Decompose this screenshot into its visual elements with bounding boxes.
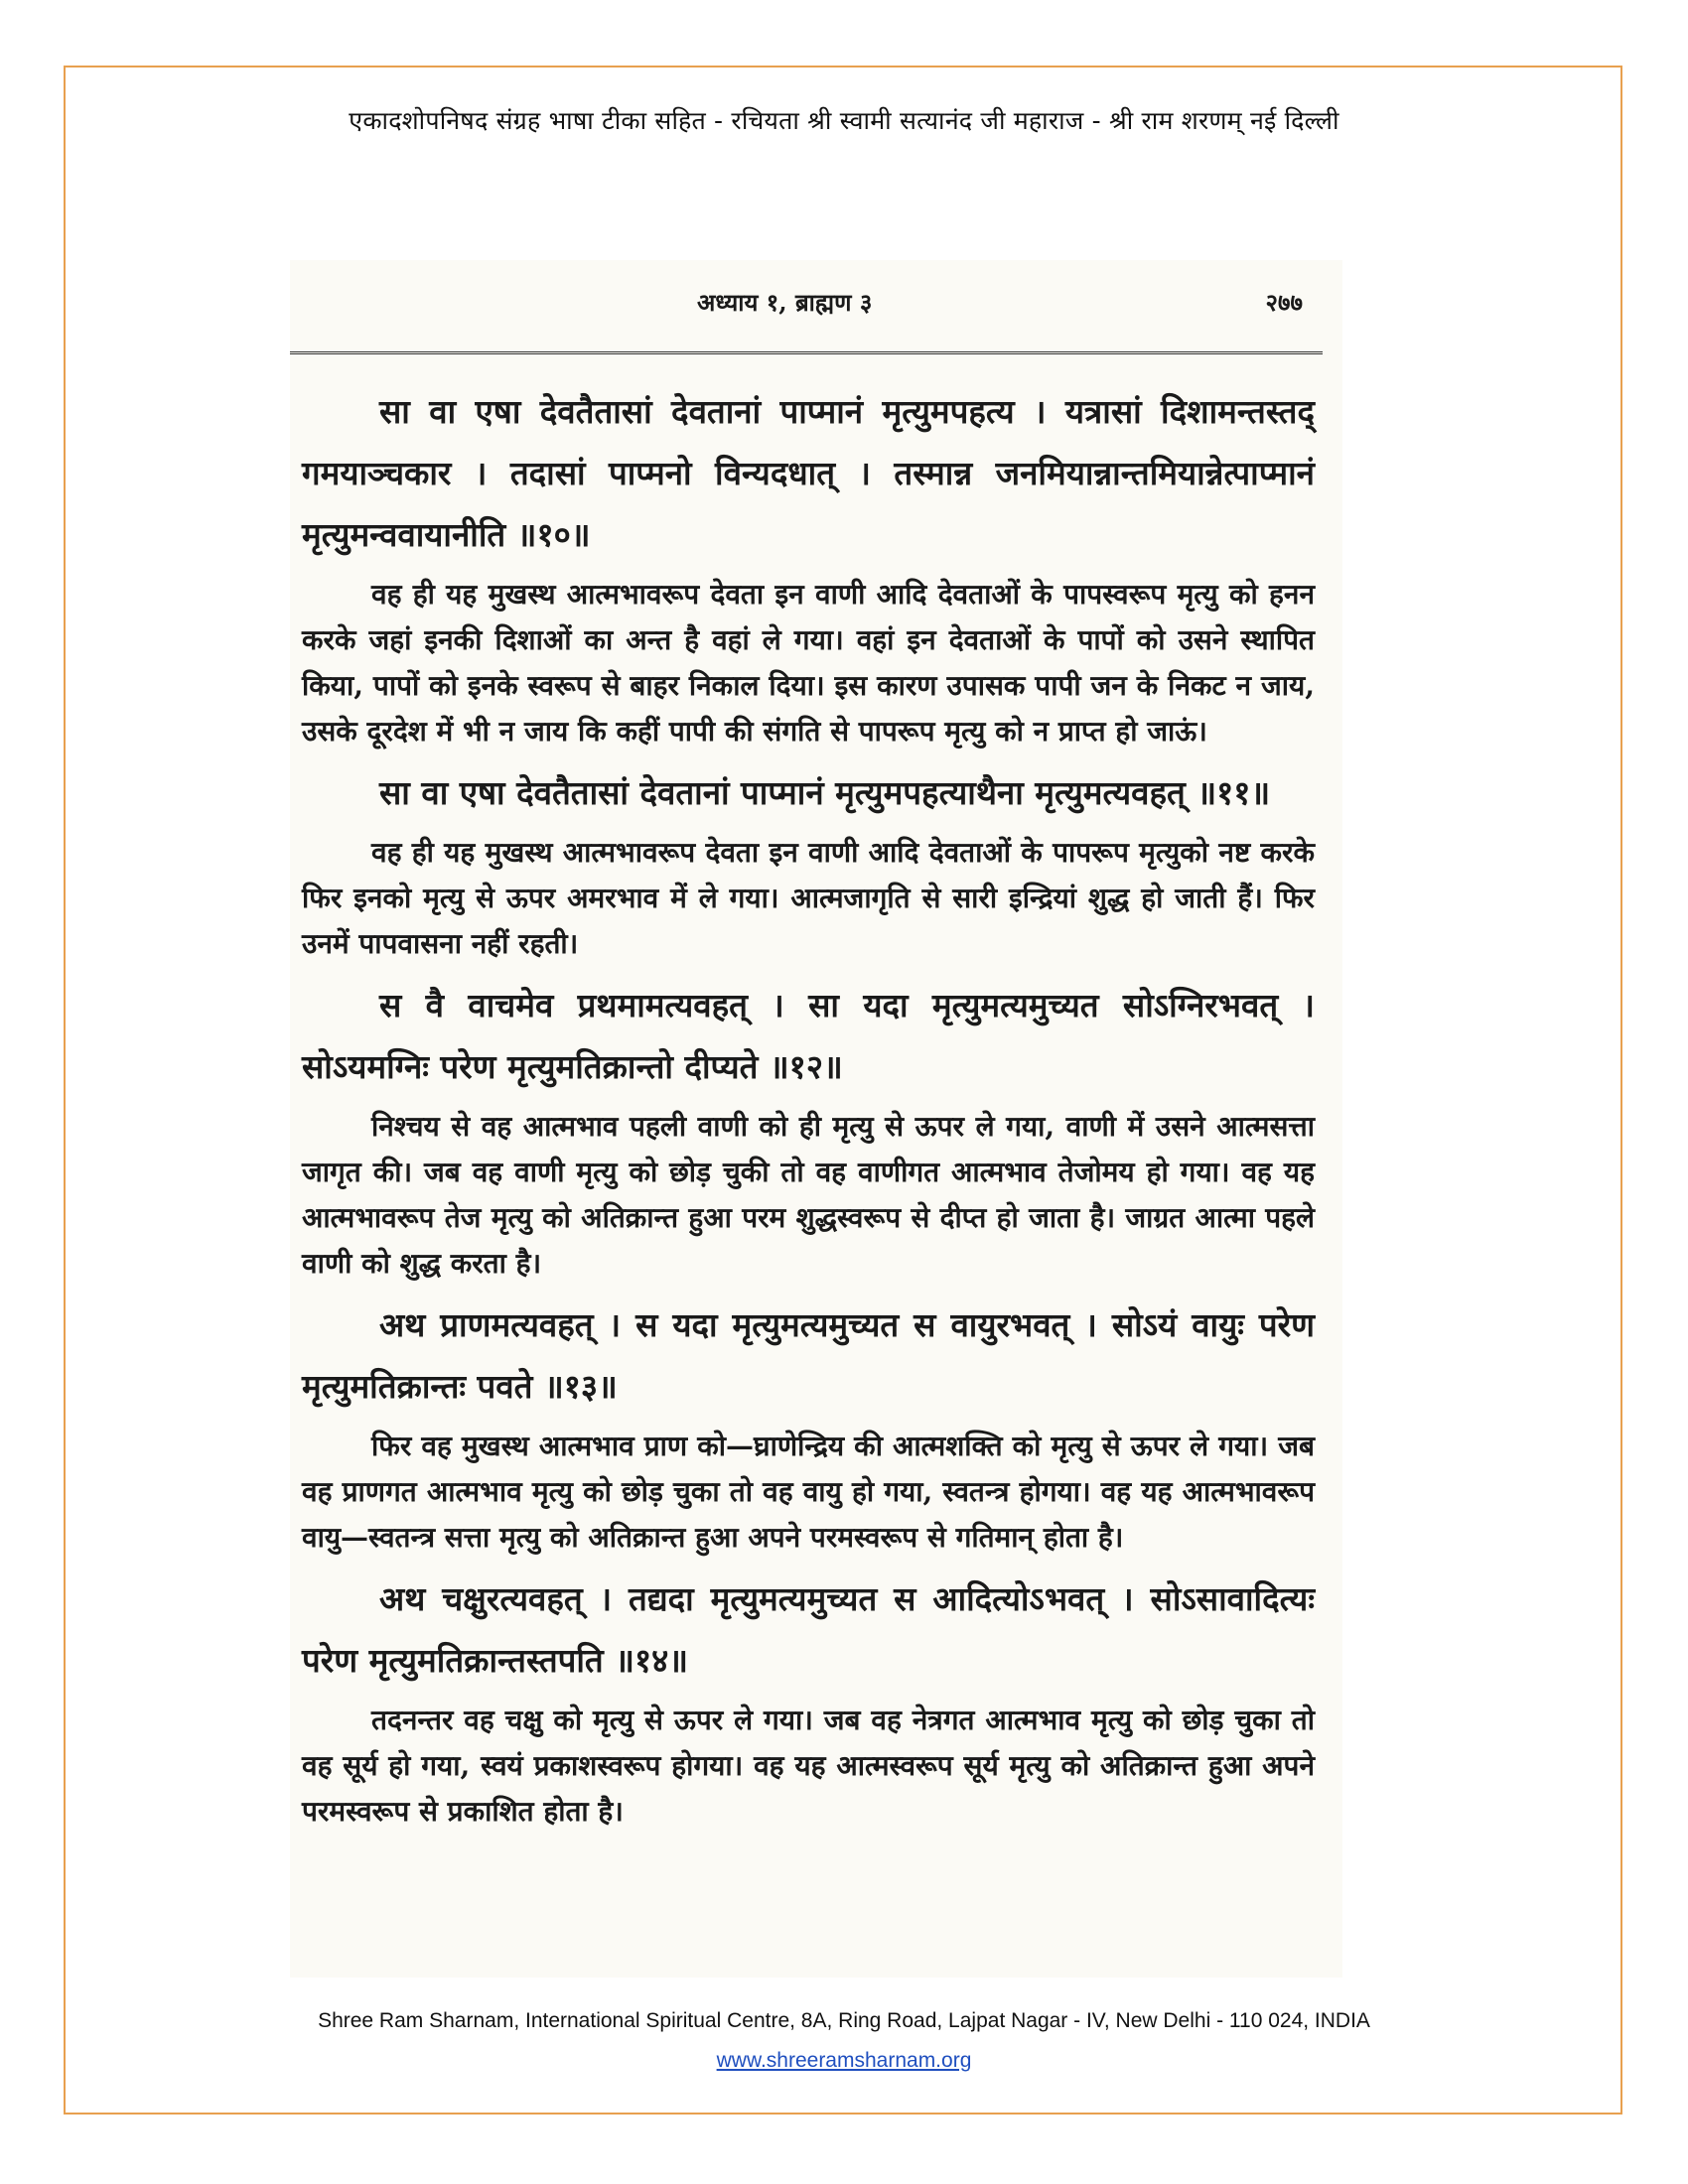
page-number: २७७ bbox=[1265, 288, 1303, 317]
translation-10: वह ही यह मुखस्थ आत्मभावरूप देवता इन वाणी आदि देवताओं के पापस्वरूप मृत्यु को हनन करके जहां इनकी दिशाओं का अन्त है वहां ले गया। वहां इन देवताओं के पापों को उसने स्थापित किया, पापों को इनके स्वरूप से बाहर निकाल दिया। इस कारण उपासक पापी जन के निकट न जाय, उसके दूरदेश में भी न जाय कि कहीं पापी की संगति से पापरूप मृत्यु को न प्राप्त हो जाऊं। bbox=[302, 578, 1315, 748]
page-content bbox=[302, 381, 1315, 1843]
verse-10: सा वा एषा देवतैतासां देवतानां पाप्मानं मृत्युमपहत्य । यत्रासां दिशामन्तस्तद् गमयाञ्चकार । तदासां पाप्मनो विन्यदधात् । तस्मान्न जनमियान्नान्तमियान्नेत्पाप्मानं मृत्युमन्ववायानीति ॥१०॥ bbox=[302, 392, 1315, 554]
scanned-page bbox=[290, 260, 1342, 1978]
footer-address: Shree Ram Sharnam, International Spiritual Centre, 8A, Ring Road, Lajpat Nagar - IV, New Delhi - 110 024, INDIA bbox=[318, 2009, 1370, 2032]
verse-13: अथ प्राणमत्यवहत् । स यदा मृत्युमत्यमुच्यत स वायुरभवत् । सोऽयं वायुः परेण मृत्युमतिक्रान्तः पवते ॥१३॥ bbox=[302, 1305, 1315, 1406]
verse-14: अथ चक्षुरत्यवहत् । तद्यदा मृत्युमत्यमुच्यत स आदित्योऽभवत् । सोऽसावादित्यः परेण मृत्युमतिक्रान्तस्तपति ॥१४॥ bbox=[302, 1579, 1315, 1680]
verse-12: स वै वाचमेव प्रथमामत्यवहत् । सा यदा मृत्युमत्यमुच्यत सोऽग्निरभवत् । सोऽयमग्निः परेण मृत्युमतिक्रान्तो दीप्यते ॥१२॥ bbox=[302, 986, 1315, 1086]
verse-11: सा वा एषा देवतैतासां देवतानां पाप्मानं मृत्युमपहत्याथैना मृत्युमत्यवहत् ॥११॥ bbox=[379, 773, 1271, 812]
translation-14: तदनन्तर वह चक्षु को मृत्यु से ऊपर ले गया। जब वह नेत्रगत आत्मभाव मृत्यु को छोड़ चुका तो वह सूर्य हो गया, स्वयं प्रकाशस्वरूप होगया। वह यह आत्मस्वरूप सूर्य मृत्यु को अतिक्रान्त हुआ अपने परमस्वरूप से प्रकाशित होता है। bbox=[302, 1704, 1315, 1828]
translation-11: वह ही यह मुखस्थ आत्मभावरूप देवता इन वाणी आदि देवताओं के पापरूप मृत्युको नष्ट करके फिर इनको मृत्यु से ऊपर अमरभाव में ले गया। आत्मजागृति से सारी इन्द्रियां शुद्ध हो जाती हैं। फिर उनमें पापवासना नहीं रहती। bbox=[302, 836, 1315, 960]
translation-12: निश्चय से वह आत्मभाव पहली वाणी को ही मृत्यु से ऊपर ले गया, वाणी में उसने आत्मसत्ता जागृत की। जब वह वाणी मृत्यु को छोड़ चुकी तो वह वाणीगत आत्मभाव तेजोमय हो गया। वह यह आत्मभावरूप तेज मृत्यु को अतिक्रान्त हुआ परम शुद्धस्वरूप से दीप्त हो जाता है। जाग्रत आत्मा पहले वाणी को शुद्ध करता है। bbox=[302, 1110, 1315, 1280]
translation-13: फिर वह मुखस्थ आत्मभाव प्राण को—घ्राणेन्द्रिय की आत्मशक्ति को मृत्यु से ऊपर ले गया। जब वह प्राणगत आत्मभाव मृत्यु को छोड़ चुका तो वह वायु हो गया, स्वतन्त्र होगया। वह यह आत्मभावरूप वायु—स्वतन्त्र सत्ता मृत्यु को अतिक्रान्त हुआ अपने परमस्वरूप से गतिमान् होता है। bbox=[302, 1430, 1315, 1554]
page-running-head bbox=[290, 286, 1342, 326]
chapter-label: अध्याय १, ब्राह्मण ३ bbox=[697, 288, 873, 317]
document-header: एकादशोपनिषद संग्रह भाषा टीका सहित - रचियता श्री स्वामी सत्यानंद जी महाराज - श्री राम शरणम् नई दिल्ली bbox=[349, 106, 1339, 135]
website-link[interactable]: www.shreeramsharnam.org bbox=[716, 2049, 972, 2072]
header-rule bbox=[290, 351, 1323, 354]
footer-website bbox=[0, 2049, 1688, 2073]
